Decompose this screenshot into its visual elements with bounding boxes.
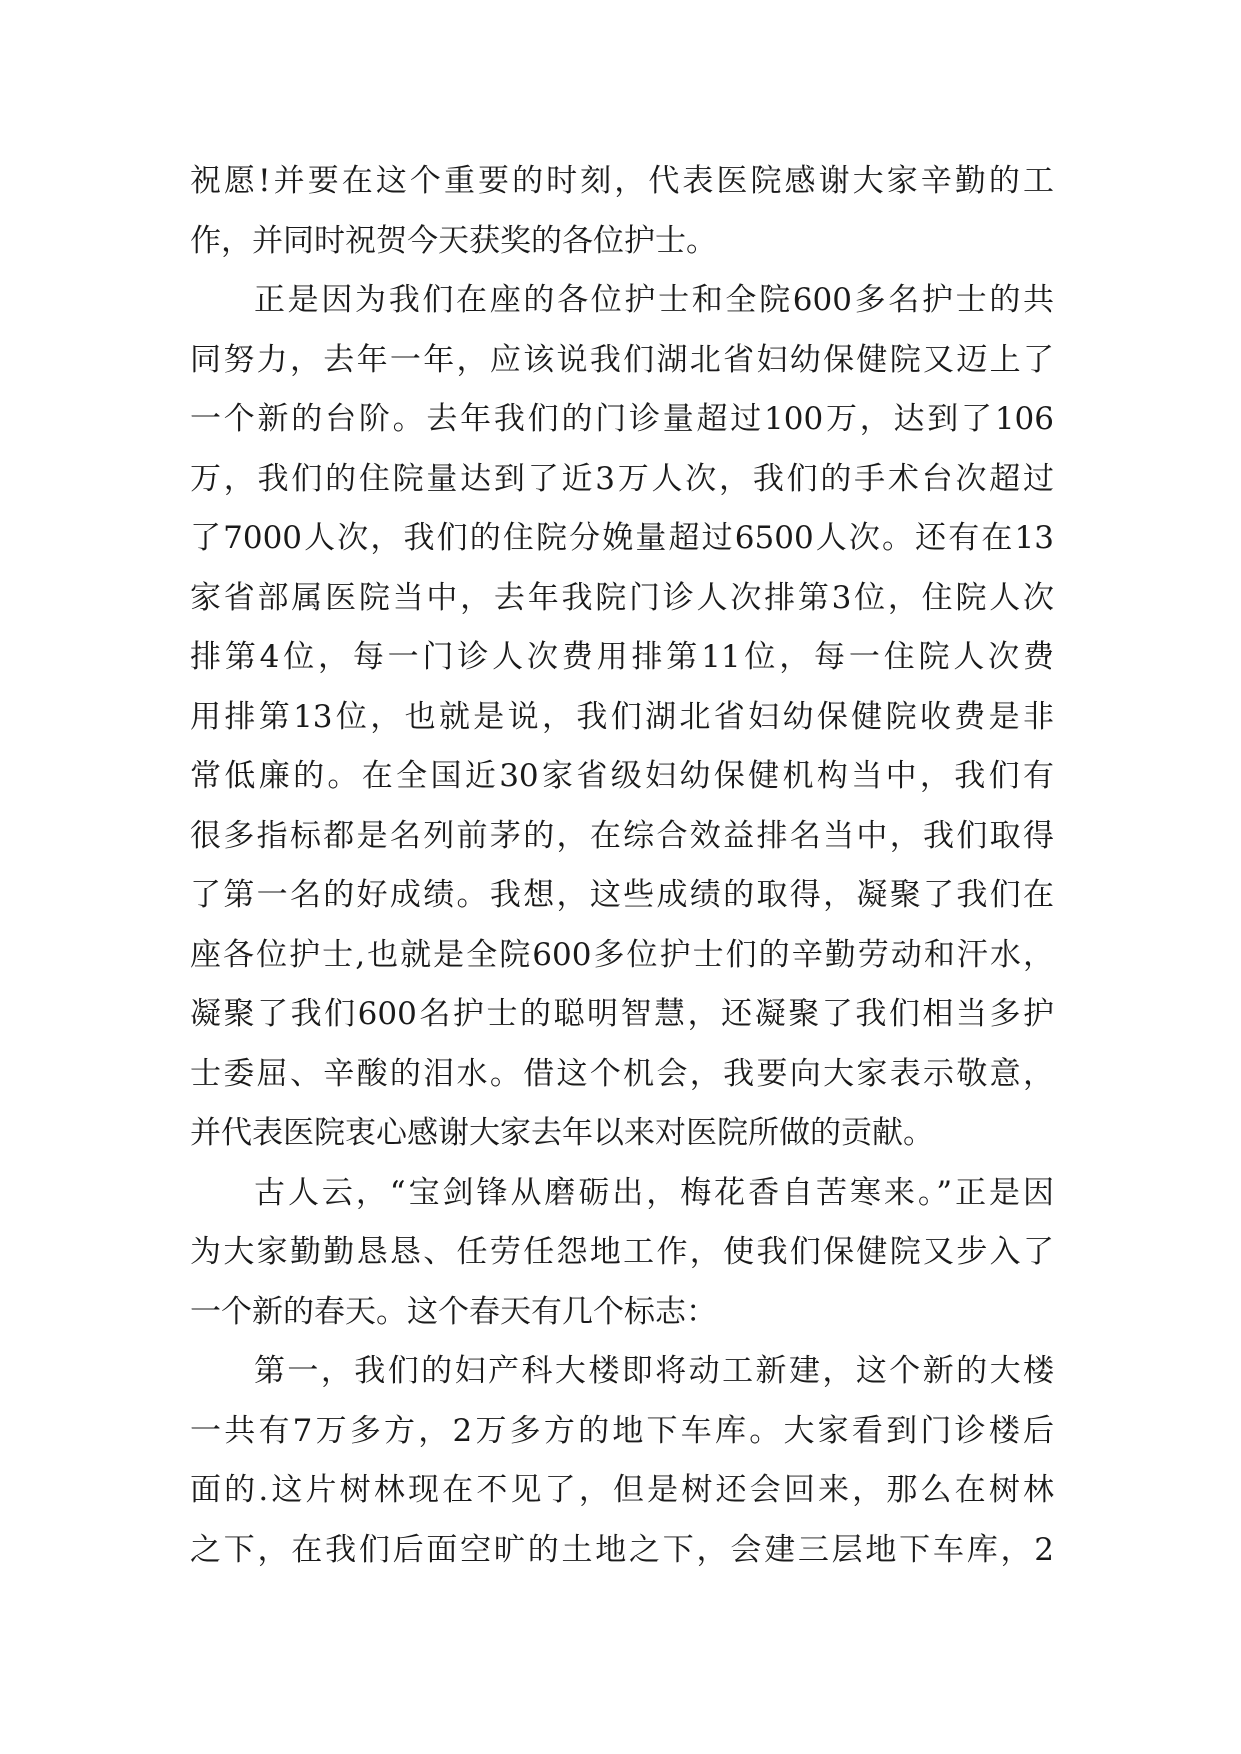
paragraph-line: 用排第13位，也就是说，我们湖北省妇幼保健院收费是非 bbox=[190, 698, 1054, 735]
paragraph-line: 家省部属医院当中，去年我院门诊人次排第3位，住院人次 bbox=[190, 579, 1054, 616]
paragraph-line: 一共有7万多方，2万多方的地下车库。大家看到门诊楼后 bbox=[190, 1412, 1054, 1449]
paragraph-line: 并代表医院衷心感谢大家去年以来对医院所做的贡献。 bbox=[190, 1115, 934, 1151]
paragraph-line: 为大家勤勤恳恳、任劳任怨地工作，使我们保健院又步入了 bbox=[190, 1234, 1054, 1270]
paragraph-line: 之下，在我们后面空旷的土地之下，会建三层地下车库，2 bbox=[190, 1531, 1054, 1568]
paragraph-line: 一个新的台阶。去年我们的门诊量超过100万，达到了106 bbox=[190, 401, 1054, 437]
paragraph-line: 古人云，“宝剑锋从磨砺出，梅花香自苦寒来。”正是因 bbox=[254, 1174, 1054, 1211]
paragraph-line: 士委屈、辛酸的泪水。借这个机会，我要向大家表示敬意， bbox=[190, 1055, 1054, 1092]
paragraph-line: 同努力，去年一年，应该说我们湖北省妇幼保健院又迈上了 bbox=[190, 341, 1054, 378]
paragraph-line: 座各位护士,也就是全院600多位护士们的辛勤劳动和汗水， bbox=[190, 936, 1054, 973]
paragraph-line: 了7000人次，我们的住院分娩量超过6500人次。还有在13 bbox=[190, 520, 1054, 556]
paragraph-line: 第一，我们的妇产科大楼即将动工新建，这个新的大楼 bbox=[254, 1353, 1054, 1389]
paragraph-line: 面的.这片树林现在不见了，但是树还会回来，那么在树林 bbox=[190, 1472, 1054, 1508]
paragraph-line: 万，我们的住院量达到了近3万人次，我们的手术台次超过 bbox=[190, 460, 1054, 497]
paragraph-line: 作，并同时祝贺今天获奖的各位护士。 bbox=[190, 222, 717, 259]
paragraph-line: 凝聚了我们600名护士的聪明智慧，还凝聚了我们相当多护 bbox=[190, 996, 1054, 1032]
paragraph-line: 正是因为我们在座的各位护士和全院600多名护士的共 bbox=[254, 282, 1054, 318]
document-body bbox=[190, 152, 1054, 1580]
paragraph-line: 很多指标都是名列前茅的，在综合效益排名当中，我们取得 bbox=[190, 817, 1054, 854]
paragraph-line: 排第4位，每一门诊人次费用排第11位，每一住院人次费 bbox=[190, 639, 1054, 675]
paragraph-line: 祝愿!并要在这个重要的时刻，代表医院感谢大家辛勤的工 bbox=[190, 163, 1054, 199]
paragraph-line: 一个新的春天。这个春天有几个标志： bbox=[190, 1293, 717, 1330]
paragraph-line: 了第一名的好成绩。我想，这些成绩的取得，凝聚了我们在 bbox=[190, 877, 1054, 913]
paragraph-line: 常低廉的。在全国近30家省级妇幼保健机构当中，我们有 bbox=[190, 758, 1054, 794]
